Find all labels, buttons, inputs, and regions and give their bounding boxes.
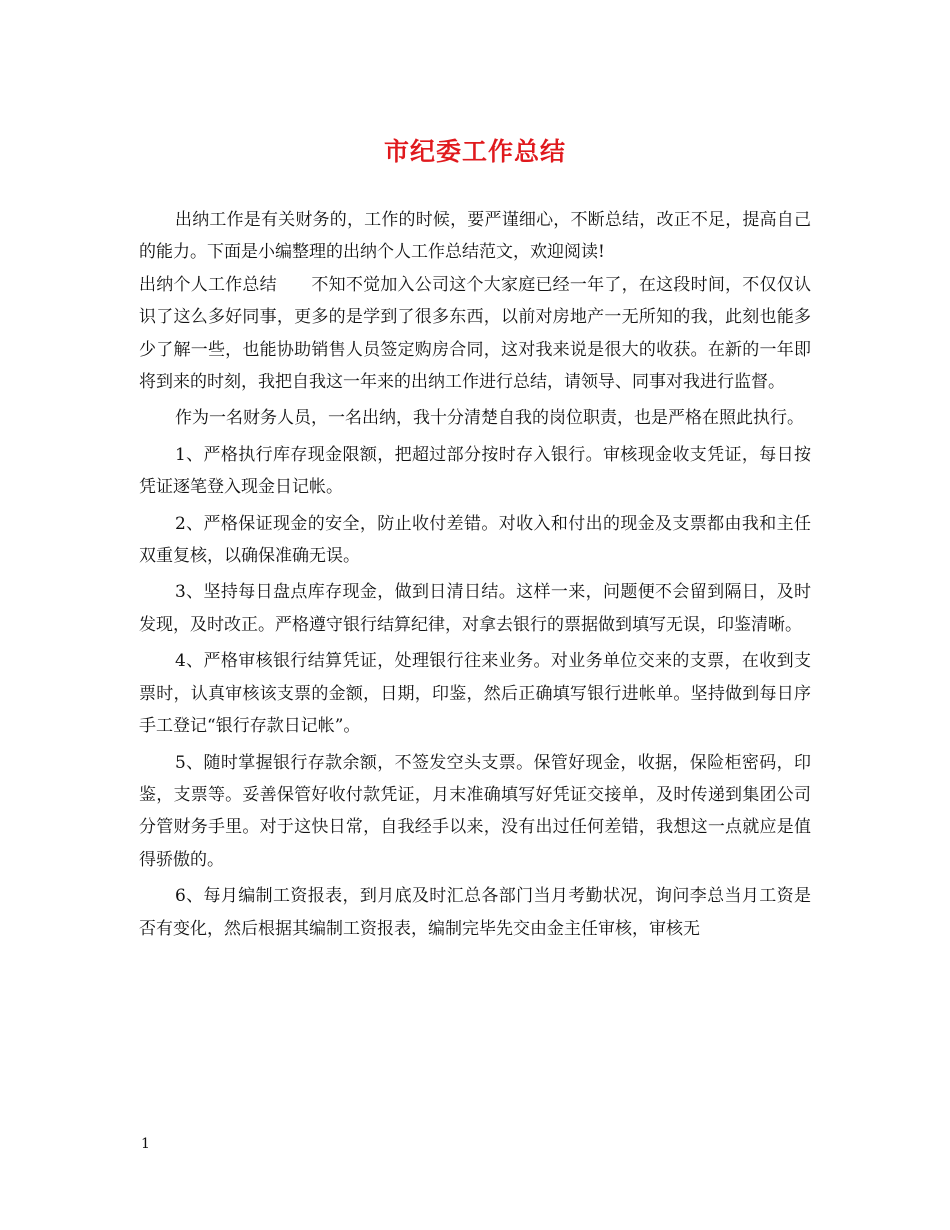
paragraph-item-5: 5、随时掌握银行存款余额，不签发空头支票。保管好现金，收据，保险柜密码，印鉴，支票等。妥善保管好收付款凭证，月末准确填写好凭证交接单，及时传递到集团公司分管财务手里。对于这快日常，自我经手以来，没有出过任何差错，我想这一点就应是值得骄傲的。 bbox=[139, 752, 811, 870]
paragraph-item-1: 1、严格执行库存现金限额，把超过部分按时存入银行。审核现金收支凭证，每日按凭证逐笔登入现金日记帐。 bbox=[139, 444, 811, 498]
paragraph-item-4: 4、严格审核银行结算凭证，处理银行往来业务。对业务单位交来的支票，在收到支票时，认真审核该支票的金额，日期，印鉴，然后正确填写银行进帐单。坚持做到每日序手工登记“银行存款日记帐”。 bbox=[139, 651, 811, 737]
paragraph-item-6: 6、每月编制工资报表，到月底及时汇总各部门当月考勤状况，询问李总当月工资是否有变化，然后根据其编制工资报表，编制完毕先交由金主任审核，审核无 bbox=[139, 886, 811, 939]
document-body bbox=[139, 204, 811, 945]
paragraph-summary: 出纳个人工作总结 不知不觉加入公司这个大家庭已经一年了，在这段时间，不仅仅认识了这么多好同事，更多的是学到了很多东西，以前对房地产一无所知的我，此刻也能多少了解一些，也能协助销售人员签定购房合同，这对我来说是很大的收获。在新的一年即将到来的时刻，我把自我这一年来的出纳工作进行总结，请领导、同事对我进行监督。 bbox=[139, 274, 811, 393]
paragraph-role: 作为一名财务人员，一名出纳，我十分清楚自我的岗位职责，也是严格在照此执行。 bbox=[175, 408, 804, 429]
paragraph-intro: 出纳工作是有关财务的，工作的时候，要严谨细心，不断总结，改正不足，提高自己的能力。下面是小编整理的出纳个人工作总结范文，欢迎阅读! bbox=[139, 210, 811, 263]
paragraph-item-2: 2、严格保证现金的安全，防止收付差错。对收入和付出的现金及支票都由我和主任双重复核，以确保准确无误。 bbox=[139, 513, 811, 567]
paragraph-item-3: 3、坚持每日盘点库存现金，做到日清日结。这样一来，问题便不会留到隔日，及时发现，及时改正。严格遵守银行结算纪律，对拿去银行的票据做到填写无误，印鉴清晰。 bbox=[139, 582, 811, 635]
page-number: 1 bbox=[141, 1136, 150, 1152]
document-title: 市纪委工作总结 bbox=[383, 137, 566, 166]
